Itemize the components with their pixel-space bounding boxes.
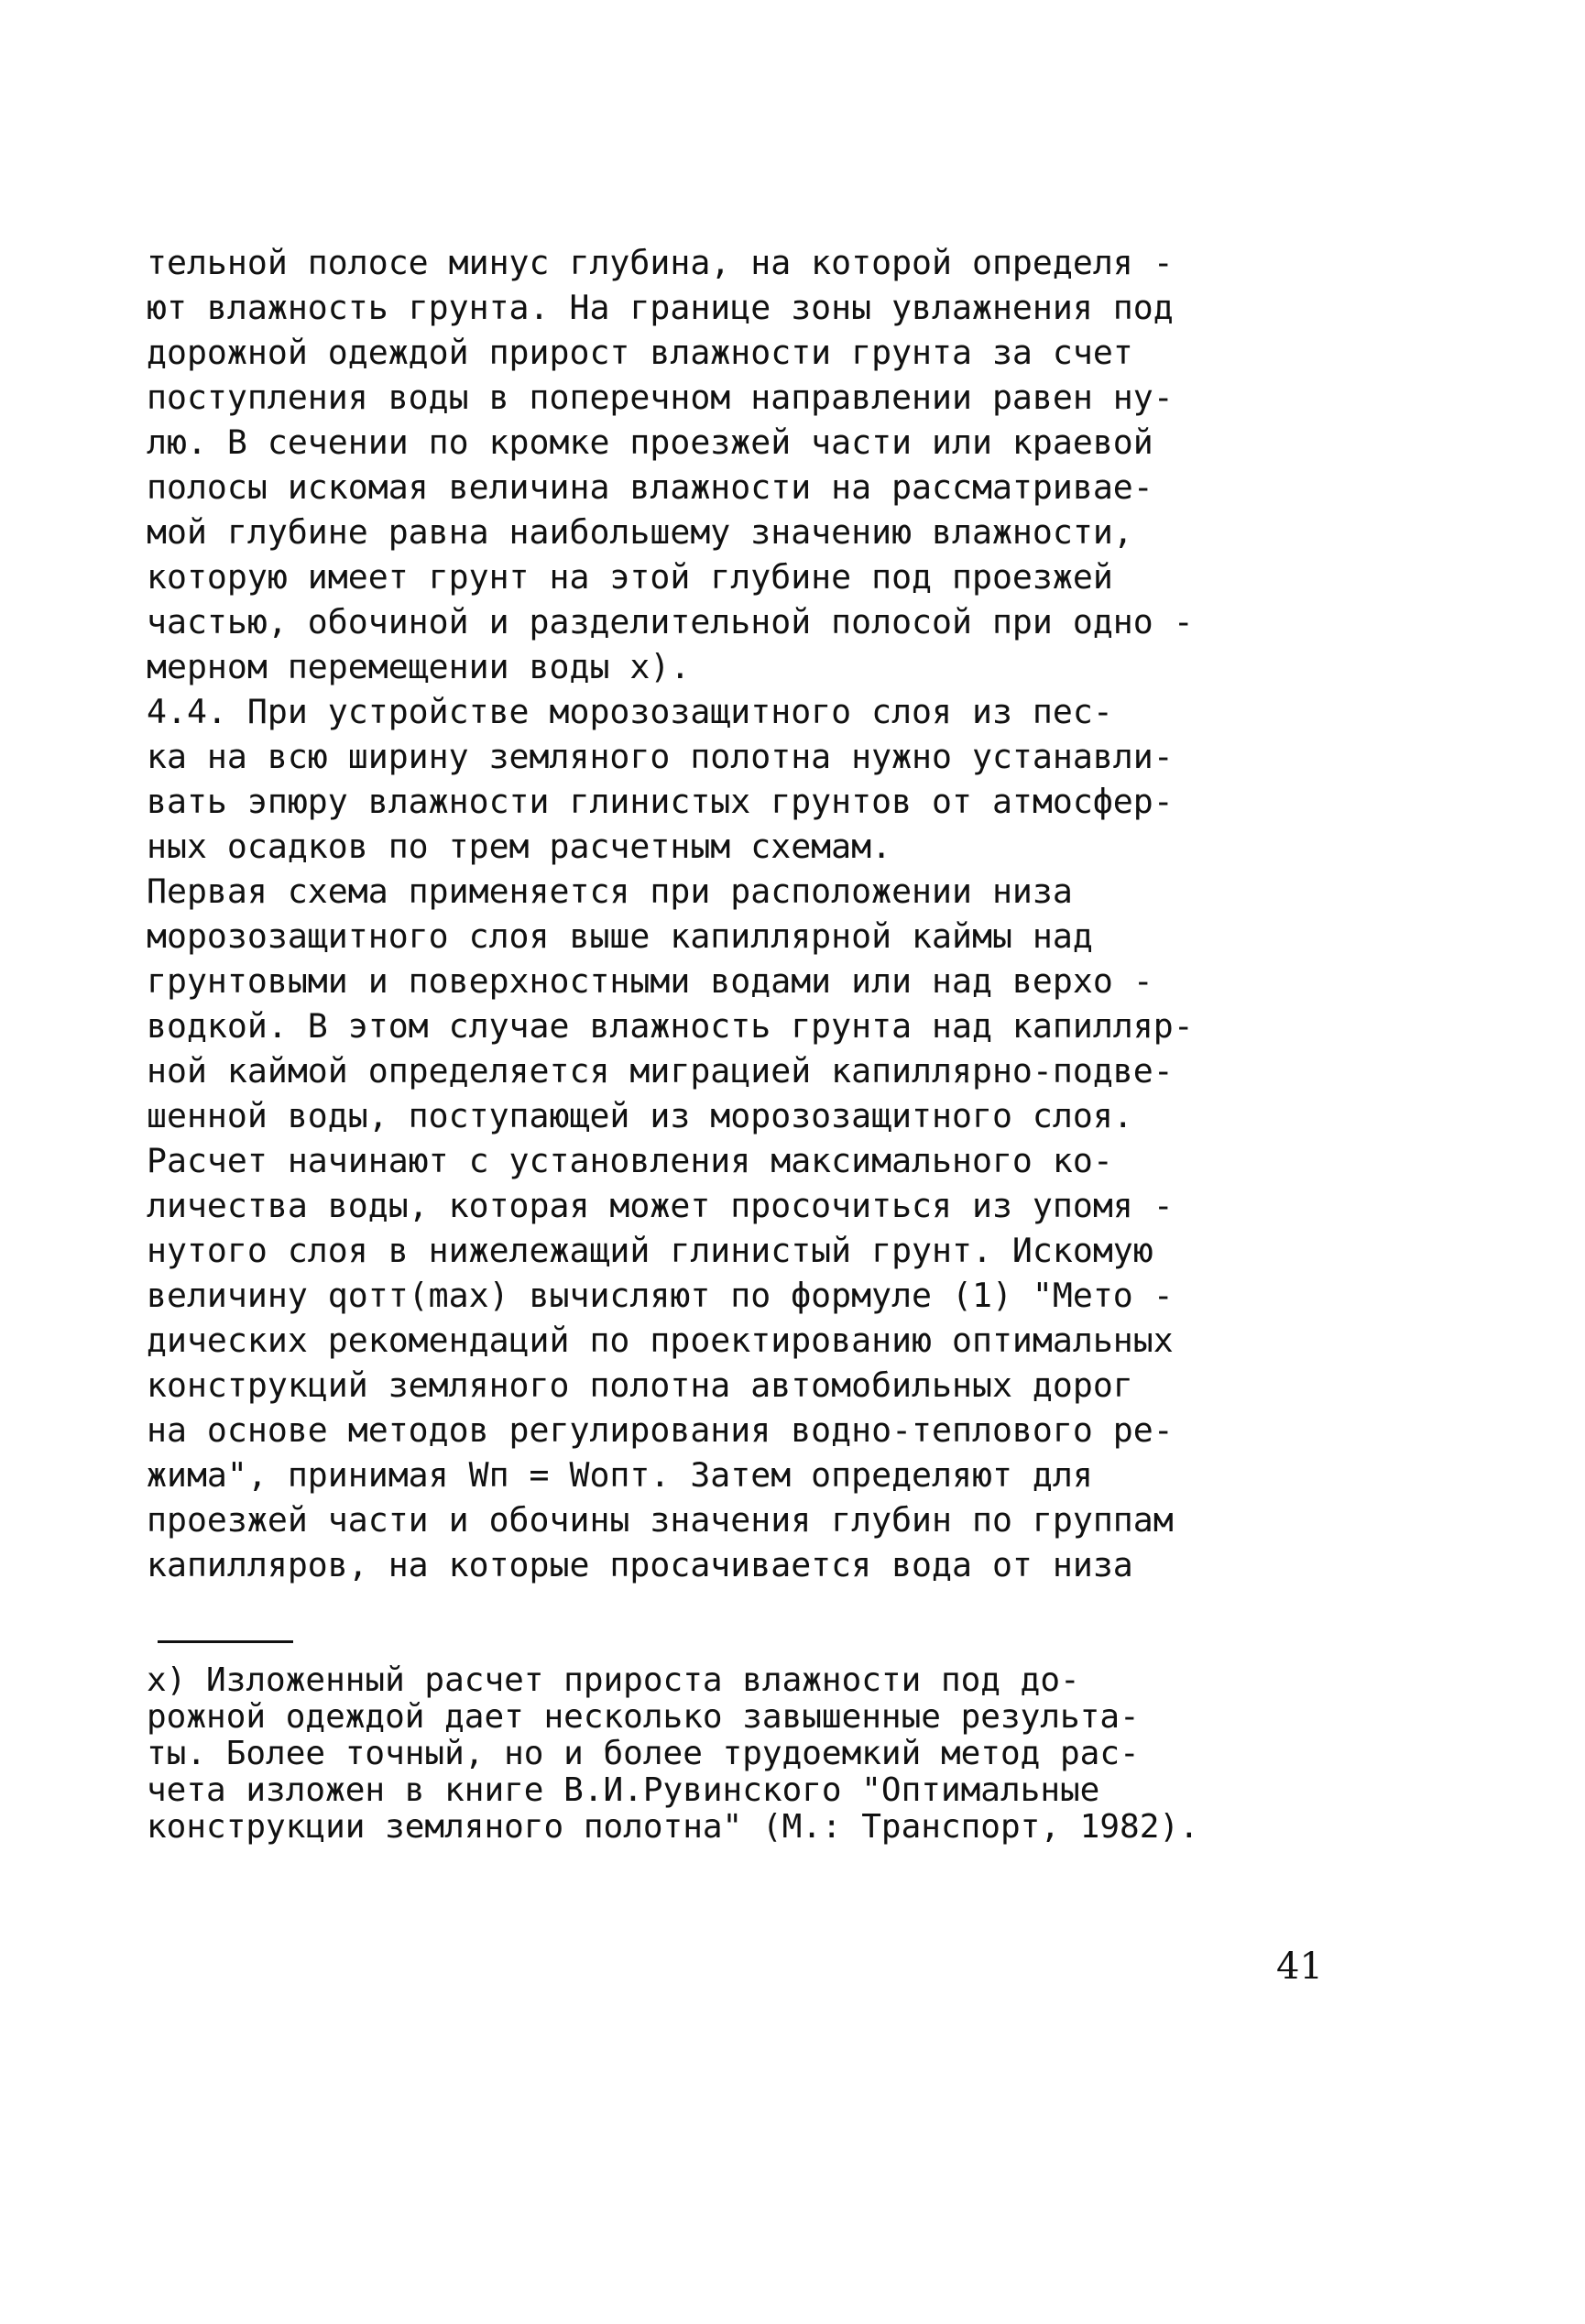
body-line: ных осадков по трем расчетным схемам. (147, 827, 892, 866)
footnote (147, 1662, 1328, 1846)
body-line: Расчет начинают с установления максимального ко- (147, 1141, 1113, 1180)
body-line: частью, обочиной и разделительной полосой при одно - (147, 602, 1194, 641)
body-line: жима", принимая Wп = Wопт. Затем определяют для (147, 1455, 1093, 1495)
body-line: конструкций земляного полотна автомобильных дорог (147, 1365, 1133, 1405)
footnote-line: ты. Более точный, но и более трудоемкий метод рас- (147, 1735, 1140, 1772)
body-line: шенной воды, поступающей из морозозащитного слоя. (147, 1096, 1133, 1135)
body-line: полосы искомая величина влажности на рассматривае- (147, 467, 1153, 507)
body-line: морозозащитного слоя выше капиллярной каймы над (147, 916, 1093, 956)
body-line: дических рекомендаций по проектированию оптимальных (147, 1321, 1174, 1360)
footnote-divider (158, 1640, 293, 1643)
body-line: дорожной одеждой прирост влажности грунта за счет (147, 333, 1133, 372)
body-line: нутого слоя в нижележащий глинистый грунт. Искомую (147, 1231, 1153, 1270)
body-line: мой глубине равна наибольшему значению влажности, (147, 512, 1133, 552)
body-line: ка на всю ширину земляного полотна нужно устанавли- (147, 737, 1174, 776)
page-number: 41 (1276, 1946, 1323, 1988)
body-line: водкой. В этом случае влажность грунта над капилляр- (147, 1006, 1194, 1046)
body-line: 4.4. При устройстве морозозащитного слоя из пес- (147, 692, 1113, 731)
body-line: Первая схема применяется при расположении низа (147, 872, 1073, 911)
footnote-line: x) Изложенный расчет прироста влажности под до- (147, 1661, 1080, 1699)
body-line: мерном перемещении воды x). (147, 647, 691, 686)
body-line: личества воды, которая может просочиться из упомя - (147, 1186, 1174, 1225)
body-line: вать эпюру влажности глинистых грунтов от атмосфер- (147, 782, 1174, 821)
body-line: грунтовыми и поверхностными водами или над верхо - (147, 961, 1153, 1001)
footnote-line: рожной одеждой дает несколько завышенные результа- (147, 1698, 1140, 1736)
body-line: ной каймой определяется миграцией капиллярно-подве- (147, 1051, 1174, 1091)
footnote-line: конструкции земляного полотна" (М.: Транспорт, 1982). (147, 1808, 1199, 1846)
body-line: на основе методов регулирования водно-теплового ре- (147, 1410, 1174, 1450)
body-line: проезжей части и обочины значения глубин по группам (147, 1500, 1174, 1540)
body-line: поступления воды в поперечном направлении равен ну- (147, 378, 1174, 417)
body-line: ют влажность грунта. На границе зоны увлажнения под (147, 288, 1174, 327)
footnote-line: чета изложен в книге В.И.Рувинского "Оптимальные (147, 1771, 1100, 1809)
body-line: капилляров, на которые просачивается вода от низа (147, 1545, 1133, 1584)
body-line: которую имеет грунт на этой глубине под проезжей (147, 557, 1113, 597)
body-line: лю. В сечении по кромке проезжей части или краевой (147, 422, 1153, 462)
body-line: величину qотт(max) вычисляют по формуле (1) "Мето - (147, 1276, 1174, 1315)
body-text (147, 240, 1328, 1587)
body-line: тельной полосе минус глубина, на которой определя - (147, 243, 1174, 282)
